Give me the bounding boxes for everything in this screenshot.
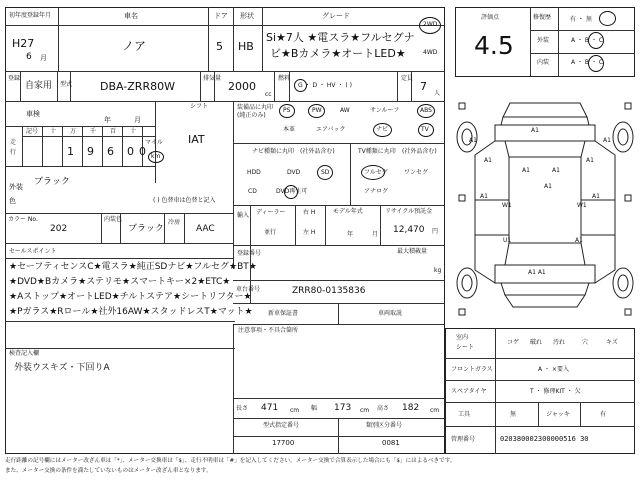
dmg-mark-10: W1 bbox=[502, 202, 512, 209]
tv-sub: (社外品含む) bbox=[402, 148, 437, 155]
color-label-2: 色 bbox=[9, 197, 16, 205]
inspector-label: 検査記入欄 bbox=[9, 350, 40, 357]
exterior-options: A ・ B ・ C bbox=[571, 37, 604, 44]
width-value: 173 bbox=[334, 403, 352, 413]
spare-value: T ・ 修理KIT ・ 欠 bbox=[530, 388, 581, 395]
navi-cd: CD bbox=[248, 188, 257, 195]
dmg-mark-4: A1 bbox=[586, 157, 594, 164]
inspection-month: 月 bbox=[134, 116, 141, 124]
room-label-1: 室内 bbox=[456, 334, 469, 341]
reg-month: 6 bbox=[26, 52, 32, 62]
windshield-value: A ・ ×要入 bbox=[538, 366, 569, 373]
footer-line-1: 走行距離の記号欄にはメーター改ざん車は「*」、メーター交換車は「$」、走行不明車は「#」を記入してください。メーター交換で合算表示した場合にも「$」にはよるべきです。 bbox=[5, 458, 456, 464]
tv-analog: アナログ bbox=[364, 188, 389, 195]
color-label-1: 外装 bbox=[9, 183, 23, 191]
equip-navi: ナビ bbox=[376, 126, 389, 133]
sales-line-3: ★Pガラス★Rロール★社外16AW★スタッドレスT★マット★ bbox=[9, 307, 253, 317]
vehicle-damage-diagram bbox=[455, 95, 635, 325]
unit-1: 万 bbox=[70, 128, 77, 135]
car-name: ノア bbox=[122, 39, 147, 53]
usage: 自家用 bbox=[25, 81, 53, 91]
repair-label: 修復歴 bbox=[533, 14, 552, 21]
import-left: 左 H bbox=[303, 229, 316, 236]
model-year-year: 年 bbox=[347, 231, 354, 238]
vehicle-manual: 車両取説 bbox=[378, 310, 403, 317]
dmg-mark-1: A1 bbox=[469, 137, 477, 144]
odo-digit-2: 6 bbox=[107, 145, 114, 158]
capacity: 7 bbox=[420, 80, 427, 93]
travel-label-2: 行 bbox=[10, 149, 17, 156]
interior-circle bbox=[588, 55, 604, 72]
grade-label: グレード bbox=[322, 12, 350, 20]
interior-label: 内装 bbox=[537, 59, 550, 66]
model: DBA-ZRR80W bbox=[100, 80, 175, 93]
color-code-label: カラー No. bbox=[8, 216, 38, 223]
inspector-note: 外装ウスキズ・下回りA bbox=[14, 363, 110, 373]
dmg-mark-9: A1 bbox=[592, 193, 600, 200]
inspection-year: 年 bbox=[104, 116, 111, 124]
equip-airbag: エアバック bbox=[316, 126, 346, 133]
tools-value: 無 bbox=[510, 411, 517, 418]
doors: 5 bbox=[216, 40, 223, 53]
equip-sunroof: サンルーフ bbox=[370, 107, 400, 114]
room-item-3: 穴 bbox=[582, 339, 589, 346]
mgmt-label: 管理番号 bbox=[451, 436, 476, 443]
recycle-label: リサイクル預託金 bbox=[385, 208, 433, 215]
odo-digit-1: 9 bbox=[87, 145, 94, 158]
dmg-mark-6: A1 bbox=[552, 167, 560, 174]
navi-dvd-play: DVD再生可 bbox=[276, 188, 308, 195]
chassis-label: 車台番号 bbox=[236, 286, 261, 293]
class-value: 0081 bbox=[382, 439, 400, 447]
interior-options: A ・ B ・ C bbox=[571, 59, 604, 66]
odo-digit-3: 0 bbox=[127, 145, 134, 158]
interior-color: ブラック bbox=[128, 224, 164, 234]
travel-label-1: 走 bbox=[10, 139, 17, 146]
shift-value: IAT bbox=[188, 133, 205, 146]
displacement: 2000 bbox=[228, 80, 256, 93]
grade-line2: ビ★Bカメラ★オートLED★ bbox=[270, 47, 406, 60]
odo-digit-4: 0 bbox=[139, 145, 146, 158]
room-label-2: シート bbox=[456, 344, 475, 351]
dmg-mark-3: A1 bbox=[484, 157, 492, 164]
dmg-mark-13: U1 bbox=[503, 237, 512, 244]
fuel-options: G ・ D ・ HV ・ ( ) bbox=[298, 82, 352, 89]
inspection-label: 車検 bbox=[26, 110, 40, 118]
height-value: 182 bbox=[402, 403, 420, 413]
usage-label: 登録 bbox=[8, 75, 21, 82]
width-label: 幅 bbox=[311, 405, 318, 412]
shift-label: シフト bbox=[190, 103, 209, 110]
model-year-label: モデル年式 bbox=[333, 208, 363, 215]
length-value: 471 bbox=[261, 403, 279, 413]
equip-tv: TV bbox=[421, 126, 429, 133]
sales-line-0: ★セーフティセンスC★電スラ★純正SDナビ★フルセグ★BT★ bbox=[9, 262, 257, 272]
navi-sd: SD bbox=[321, 169, 330, 176]
recycle-unit: 円 bbox=[432, 228, 439, 235]
car-name-label: 車名 bbox=[124, 12, 138, 20]
dmg-mark-7: A1 bbox=[544, 183, 552, 190]
repair-circle bbox=[599, 11, 616, 26]
main-frame bbox=[5, 7, 445, 454]
shape: HB bbox=[238, 40, 254, 53]
equip-pw: PW bbox=[312, 107, 322, 114]
import-parallel: 並行 bbox=[264, 229, 277, 236]
reg-no-label: 登録番号 bbox=[237, 250, 262, 257]
model-year-month: 月 bbox=[372, 231, 379, 238]
equip-abs: ABS bbox=[420, 107, 432, 114]
reg-label: 初年度登録年月 bbox=[9, 12, 52, 19]
shape-label: 形状 bbox=[240, 12, 254, 20]
ac-label: 冷房 bbox=[168, 219, 181, 226]
tv-oneseg: ワンセグ bbox=[404, 169, 429, 176]
reg-month-unit: 月 bbox=[40, 54, 47, 62]
odo-digit-0: 1 bbox=[67, 145, 74, 158]
unit-0: 十 bbox=[50, 128, 57, 135]
dmg-mark-0: A1 bbox=[531, 127, 539, 134]
footer-line-2: また、メーター交換の条件を満たしていないものはメーター改ざん車となります。 bbox=[5, 468, 212, 474]
equip-ps: PS bbox=[283, 107, 291, 114]
sales-line-1: ★DVD★Bカメラ★ステリモ★スマートキー×2★ETC★ bbox=[9, 277, 231, 287]
equipment-label: 装備品に丸印 bbox=[237, 104, 274, 111]
tools-label: 工具 bbox=[458, 411, 471, 418]
navi-sub: (社外品含む) bbox=[300, 148, 335, 155]
navi-label: ナビ種類に丸印 bbox=[252, 148, 295, 155]
width-unit: cm bbox=[360, 407, 370, 414]
load-unit: kg bbox=[434, 267, 442, 274]
dmg-mark-11: W1 bbox=[577, 202, 587, 209]
class-label: 類別区分番号 bbox=[366, 422, 403, 429]
drive: 2WD bbox=[423, 21, 438, 28]
jack-label: ジャッキ bbox=[546, 411, 570, 418]
sales-line-2: ★Aストップ★オートLED★チルトステア★シートリフター★ bbox=[9, 292, 252, 302]
model-label: 型式 bbox=[60, 81, 73, 88]
unit-mile: マイル bbox=[145, 139, 163, 146]
displacement-unit: cc bbox=[265, 91, 272, 98]
exterior-circle bbox=[588, 32, 604, 49]
room-item-2: 汚れ bbox=[553, 339, 566, 346]
length-label: 長さ bbox=[236, 405, 249, 412]
room-item-1: 破れ bbox=[530, 339, 543, 346]
dmg-mark-12: A1 A1 bbox=[528, 269, 546, 276]
tv-fullseg: フルセグ bbox=[364, 169, 388, 176]
dmg-mark-2: A1 bbox=[603, 137, 611, 144]
displacement-label: 排気量 bbox=[203, 75, 222, 82]
unit-4: 十 bbox=[130, 128, 137, 135]
tv-label: TV種類に丸印 bbox=[358, 148, 396, 155]
sales-point-label: セールスポイント bbox=[9, 248, 57, 255]
length-unit: cm bbox=[290, 407, 300, 414]
room-item-0: コゲ bbox=[507, 339, 520, 346]
mgmt-value: 020380002300000516 30 bbox=[500, 435, 589, 443]
record-label: 記号 bbox=[26, 128, 39, 135]
dmg-mark-14: A1 bbox=[575, 237, 583, 244]
color-note: ( ) 色替車は色替と記入 bbox=[153, 197, 216, 204]
height-label: 高さ bbox=[377, 405, 390, 412]
import-right: 右 H bbox=[303, 209, 316, 216]
navi-dvd: DVD bbox=[287, 169, 301, 176]
ac-value: AAC bbox=[196, 224, 215, 234]
unit-km: km bbox=[151, 153, 161, 160]
chassis-value: ZRR80-0135836 bbox=[292, 286, 366, 296]
equip-aw: AW bbox=[340, 107, 350, 114]
reg-era-year: H27 bbox=[12, 37, 35, 50]
color-value: ブラック bbox=[34, 177, 70, 187]
dmg-mark-5: A1 bbox=[522, 167, 530, 174]
unit-3: 百 bbox=[110, 128, 117, 135]
drive-alt: 4WD bbox=[423, 49, 438, 56]
height-unit: cm bbox=[430, 407, 440, 414]
score-label: 評価点 bbox=[481, 14, 500, 21]
repair-options: 有 ・ 無 bbox=[570, 16, 592, 23]
dmg-mark-8: A1 bbox=[480, 193, 488, 200]
spare-label: スペアタイヤ bbox=[451, 388, 487, 395]
door-label: ドア bbox=[214, 12, 228, 20]
import-label: 輸入 bbox=[237, 212, 250, 219]
interior-color-label: 内装色 bbox=[104, 216, 123, 223]
notes-label: 注意事項・不具合箇所 bbox=[238, 327, 299, 334]
color-code: 202 bbox=[50, 224, 68, 234]
new-car-warranty: 新車保証書 bbox=[268, 310, 299, 317]
load-label: 最大積載量 bbox=[397, 248, 428, 255]
navi-hdd: HDD bbox=[247, 169, 261, 176]
import-dealer: ディーラー bbox=[256, 209, 286, 216]
score-value: 4.5 bbox=[474, 31, 514, 60]
room-item-4: キズ bbox=[606, 339, 618, 346]
type-designation-label: 型式指定番号 bbox=[263, 422, 300, 429]
exterior-label: 外装 bbox=[537, 37, 550, 44]
capacity-label: 定員 bbox=[401, 75, 414, 82]
capacity-unit: 人 bbox=[434, 90, 441, 97]
unit-2: 千 bbox=[90, 128, 97, 135]
equipment-sub: (純正のみ) bbox=[237, 112, 266, 119]
windshield-label: フロントガラス bbox=[451, 366, 493, 373]
recycle-value: 12,470 bbox=[393, 225, 425, 235]
fuel-label: 燃料 bbox=[278, 75, 291, 82]
grade-line1: Si★7人 ★電スラ★フルセグナ bbox=[266, 31, 415, 44]
type-designation-value: 17700 bbox=[272, 439, 295, 447]
fuel-circle bbox=[294, 79, 307, 92]
equip-leather: 本革 bbox=[283, 126, 296, 133]
jack-value: 有 bbox=[600, 411, 607, 418]
